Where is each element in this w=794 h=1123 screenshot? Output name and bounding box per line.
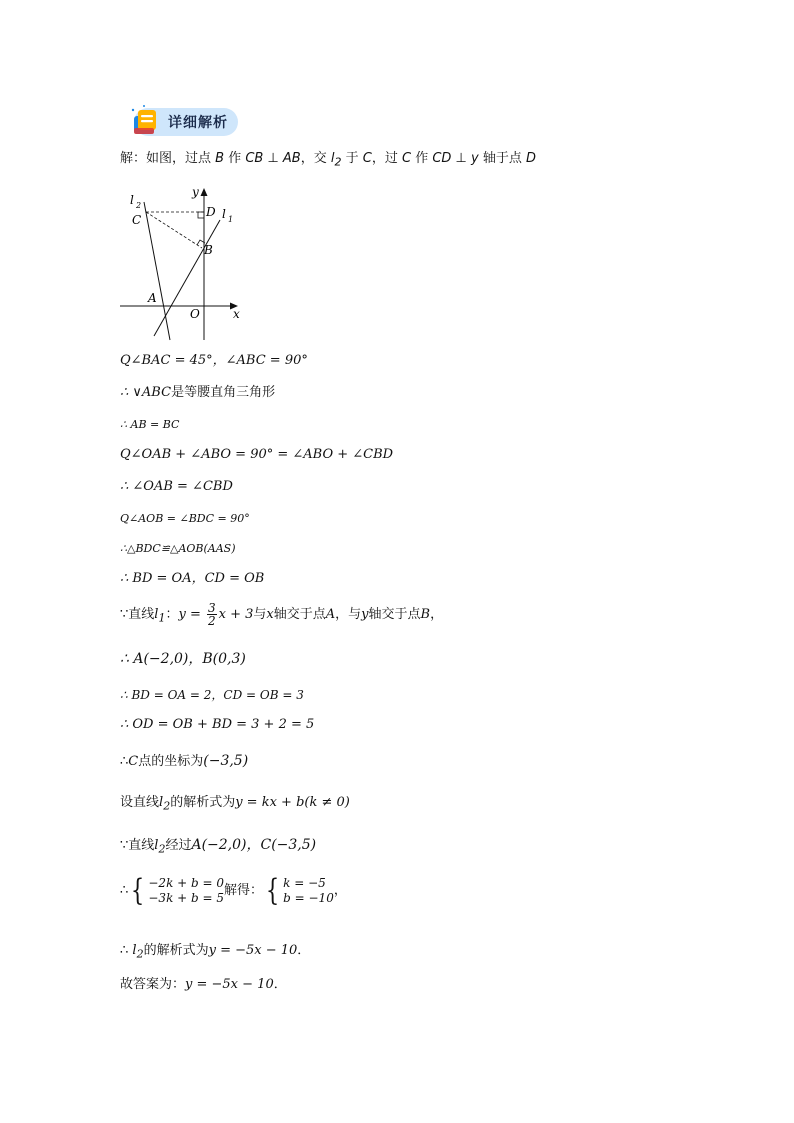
- label-x: x: [233, 307, 240, 321]
- step-16-text: ，: [333, 883, 347, 898]
- step-10: ∴ A(−2,0)，B(0,3): [120, 651, 246, 667]
- step-16-text: 解得：: [224, 883, 264, 898]
- step-14-text: 设直线: [120, 795, 160, 810]
- right-angle-d: [198, 212, 204, 218]
- label-d: D: [206, 205, 216, 219]
- intro-line: [120, 150, 536, 172]
- step-13: [120, 752, 248, 771]
- system-2-row-2: b = −10: [283, 890, 334, 905]
- step-9-sub: 1: [158, 611, 166, 625]
- geometry-figure: [118, 184, 248, 344]
- step-9-text: 轴交于点: [273, 607, 326, 622]
- step-6: Q∠AOB = ∠BDC = 90°: [120, 512, 250, 525]
- segment-cb: [146, 212, 202, 248]
- step-11: ∴ BD = OA = 2，CD = OB = 3: [120, 688, 304, 702]
- label-l2-sub: 2: [136, 201, 142, 210]
- step-3: ∴ AB = BC: [120, 418, 180, 431]
- intro-text: 解：如图，过点: [120, 151, 216, 166]
- step-9-text: 与: [253, 607, 267, 622]
- step-14-text: 的解析式为: [170, 795, 236, 810]
- line-l1: [154, 220, 220, 336]
- step-15-math: A(−2,0)，C(−3,5): [191, 837, 317, 853]
- step-17-math: y = −5x − 10: [208, 943, 298, 958]
- step-9-text: ，: [430, 607, 444, 622]
- intro-var: C: [362, 151, 372, 166]
- step-2-text: 是等腰直角三角形: [171, 385, 276, 400]
- intro-math: CD ⊥ y: [432, 151, 479, 166]
- y-axis-arrow: [201, 188, 208, 196]
- step-17-text: ．: [297, 943, 311, 958]
- step-13-text: ∴: [120, 754, 129, 769]
- step-9-var: B: [420, 607, 431, 622]
- fraction-numerator: 3: [207, 601, 216, 615]
- step-5: ∴ ∠OAB = ∠CBD: [120, 479, 233, 494]
- label-y: y: [192, 185, 199, 199]
- step-9-text: ∵直线: [120, 607, 155, 622]
- step-8: ∴ BD = OA，CD = OB: [120, 571, 265, 586]
- step-14: [120, 794, 350, 816]
- step-9-var: y: [361, 607, 369, 622]
- step-4: Q∠OAB + ∠ABO = 90° = ∠ABO + ∠CBD: [120, 447, 394, 462]
- final-answer-value: y = −5x − 10: [185, 977, 274, 992]
- label-b: B: [204, 243, 213, 257]
- step-14-sub: 2: [163, 799, 171, 813]
- step-17-text: ∴: [120, 943, 133, 958]
- step-17-text: 的解析式为: [143, 943, 209, 958]
- step-17-sub: 2: [136, 947, 144, 961]
- intro-text: ，过: [371, 151, 402, 166]
- step-2: [120, 384, 275, 402]
- intro-var: C: [401, 151, 412, 166]
- step-15-sub: 2: [158, 842, 166, 856]
- intro-text: 作: [411, 151, 433, 166]
- step-9-text: ：: [165, 607, 179, 622]
- system-1-row-1: −2k + b = 0: [148, 875, 225, 890]
- step-13-var: C: [128, 754, 139, 769]
- line-l2: [144, 202, 170, 340]
- intro-var: B: [215, 151, 225, 166]
- step-9-eq: y =: [178, 607, 205, 622]
- label-l1-sub: 1: [228, 215, 234, 224]
- intro-text: 于: [341, 151, 363, 166]
- step-14-var: l: [159, 795, 164, 810]
- badge-label: 详细解析: [168, 115, 228, 131]
- left-brace-icon: {: [265, 872, 280, 908]
- system-2-row-1: k = −5: [283, 875, 326, 890]
- step-13-text: 点的坐标为: [138, 754, 204, 769]
- final-answer-label: 故答案为：: [120, 977, 186, 992]
- intro-math: CB ⊥ AB: [245, 151, 301, 166]
- step-15-var: l: [154, 838, 159, 853]
- intro-text: 作: [224, 151, 246, 166]
- step-7: ∴△BDC≌△AOB(AAS): [120, 542, 236, 555]
- intro-sub: 2: [334, 155, 342, 169]
- step-2-math: ∴ ∨ABC: [120, 385, 172, 400]
- label-l2: l: [130, 193, 134, 207]
- step-15-text: 经过: [165, 838, 192, 853]
- intro-text: 轴于点: [478, 151, 526, 166]
- step-14-math: y = kx + b(k ≠ 0): [235, 795, 350, 810]
- step-15-text: ∵直线: [120, 838, 155, 853]
- step-17: [120, 942, 310, 964]
- step-12: ∴ OD = OB + BD = 3 + 2 = 5: [120, 717, 315, 732]
- step-9: [120, 600, 443, 634]
- left-brace-icon: {: [131, 872, 145, 908]
- equation-system-2: [283, 876, 334, 906]
- label-o: O: [190, 307, 200, 321]
- fraction-denominator: 2: [207, 614, 216, 628]
- step-9-text: ，与: [335, 607, 362, 622]
- intro-var: D: [525, 151, 536, 166]
- final-answer: [120, 976, 287, 994]
- step-9-var: A: [325, 607, 336, 622]
- system-1-row-2: −3k + b = 5: [148, 890, 225, 905]
- step-15: [120, 836, 316, 859]
- section-header-badge: [120, 98, 238, 138]
- document-list-icon: [130, 104, 162, 136]
- step-16: [120, 874, 347, 908]
- label-a: A: [148, 291, 157, 305]
- intro-var: l: [330, 151, 335, 166]
- step-9-text: 轴交于点: [368, 607, 421, 622]
- final-answer-period: ．: [273, 977, 287, 992]
- equation-system-1: [148, 876, 224, 906]
- step-1: Q∠BAC = 45°，∠ABC = 90°: [120, 353, 308, 368]
- step-16-text: ∴: [120, 883, 129, 898]
- intro-text: ，交: [300, 151, 331, 166]
- step-17-var: l: [132, 943, 137, 958]
- step-9-var: l: [154, 607, 159, 622]
- label-l1: l: [222, 207, 226, 221]
- step-9-fraction: [207, 602, 217, 627]
- step-13-math: (−3,5): [203, 753, 249, 769]
- step-9-var: x: [266, 607, 274, 622]
- step-9-eq: x + 3: [218, 607, 254, 622]
- label-c: C: [132, 213, 142, 227]
